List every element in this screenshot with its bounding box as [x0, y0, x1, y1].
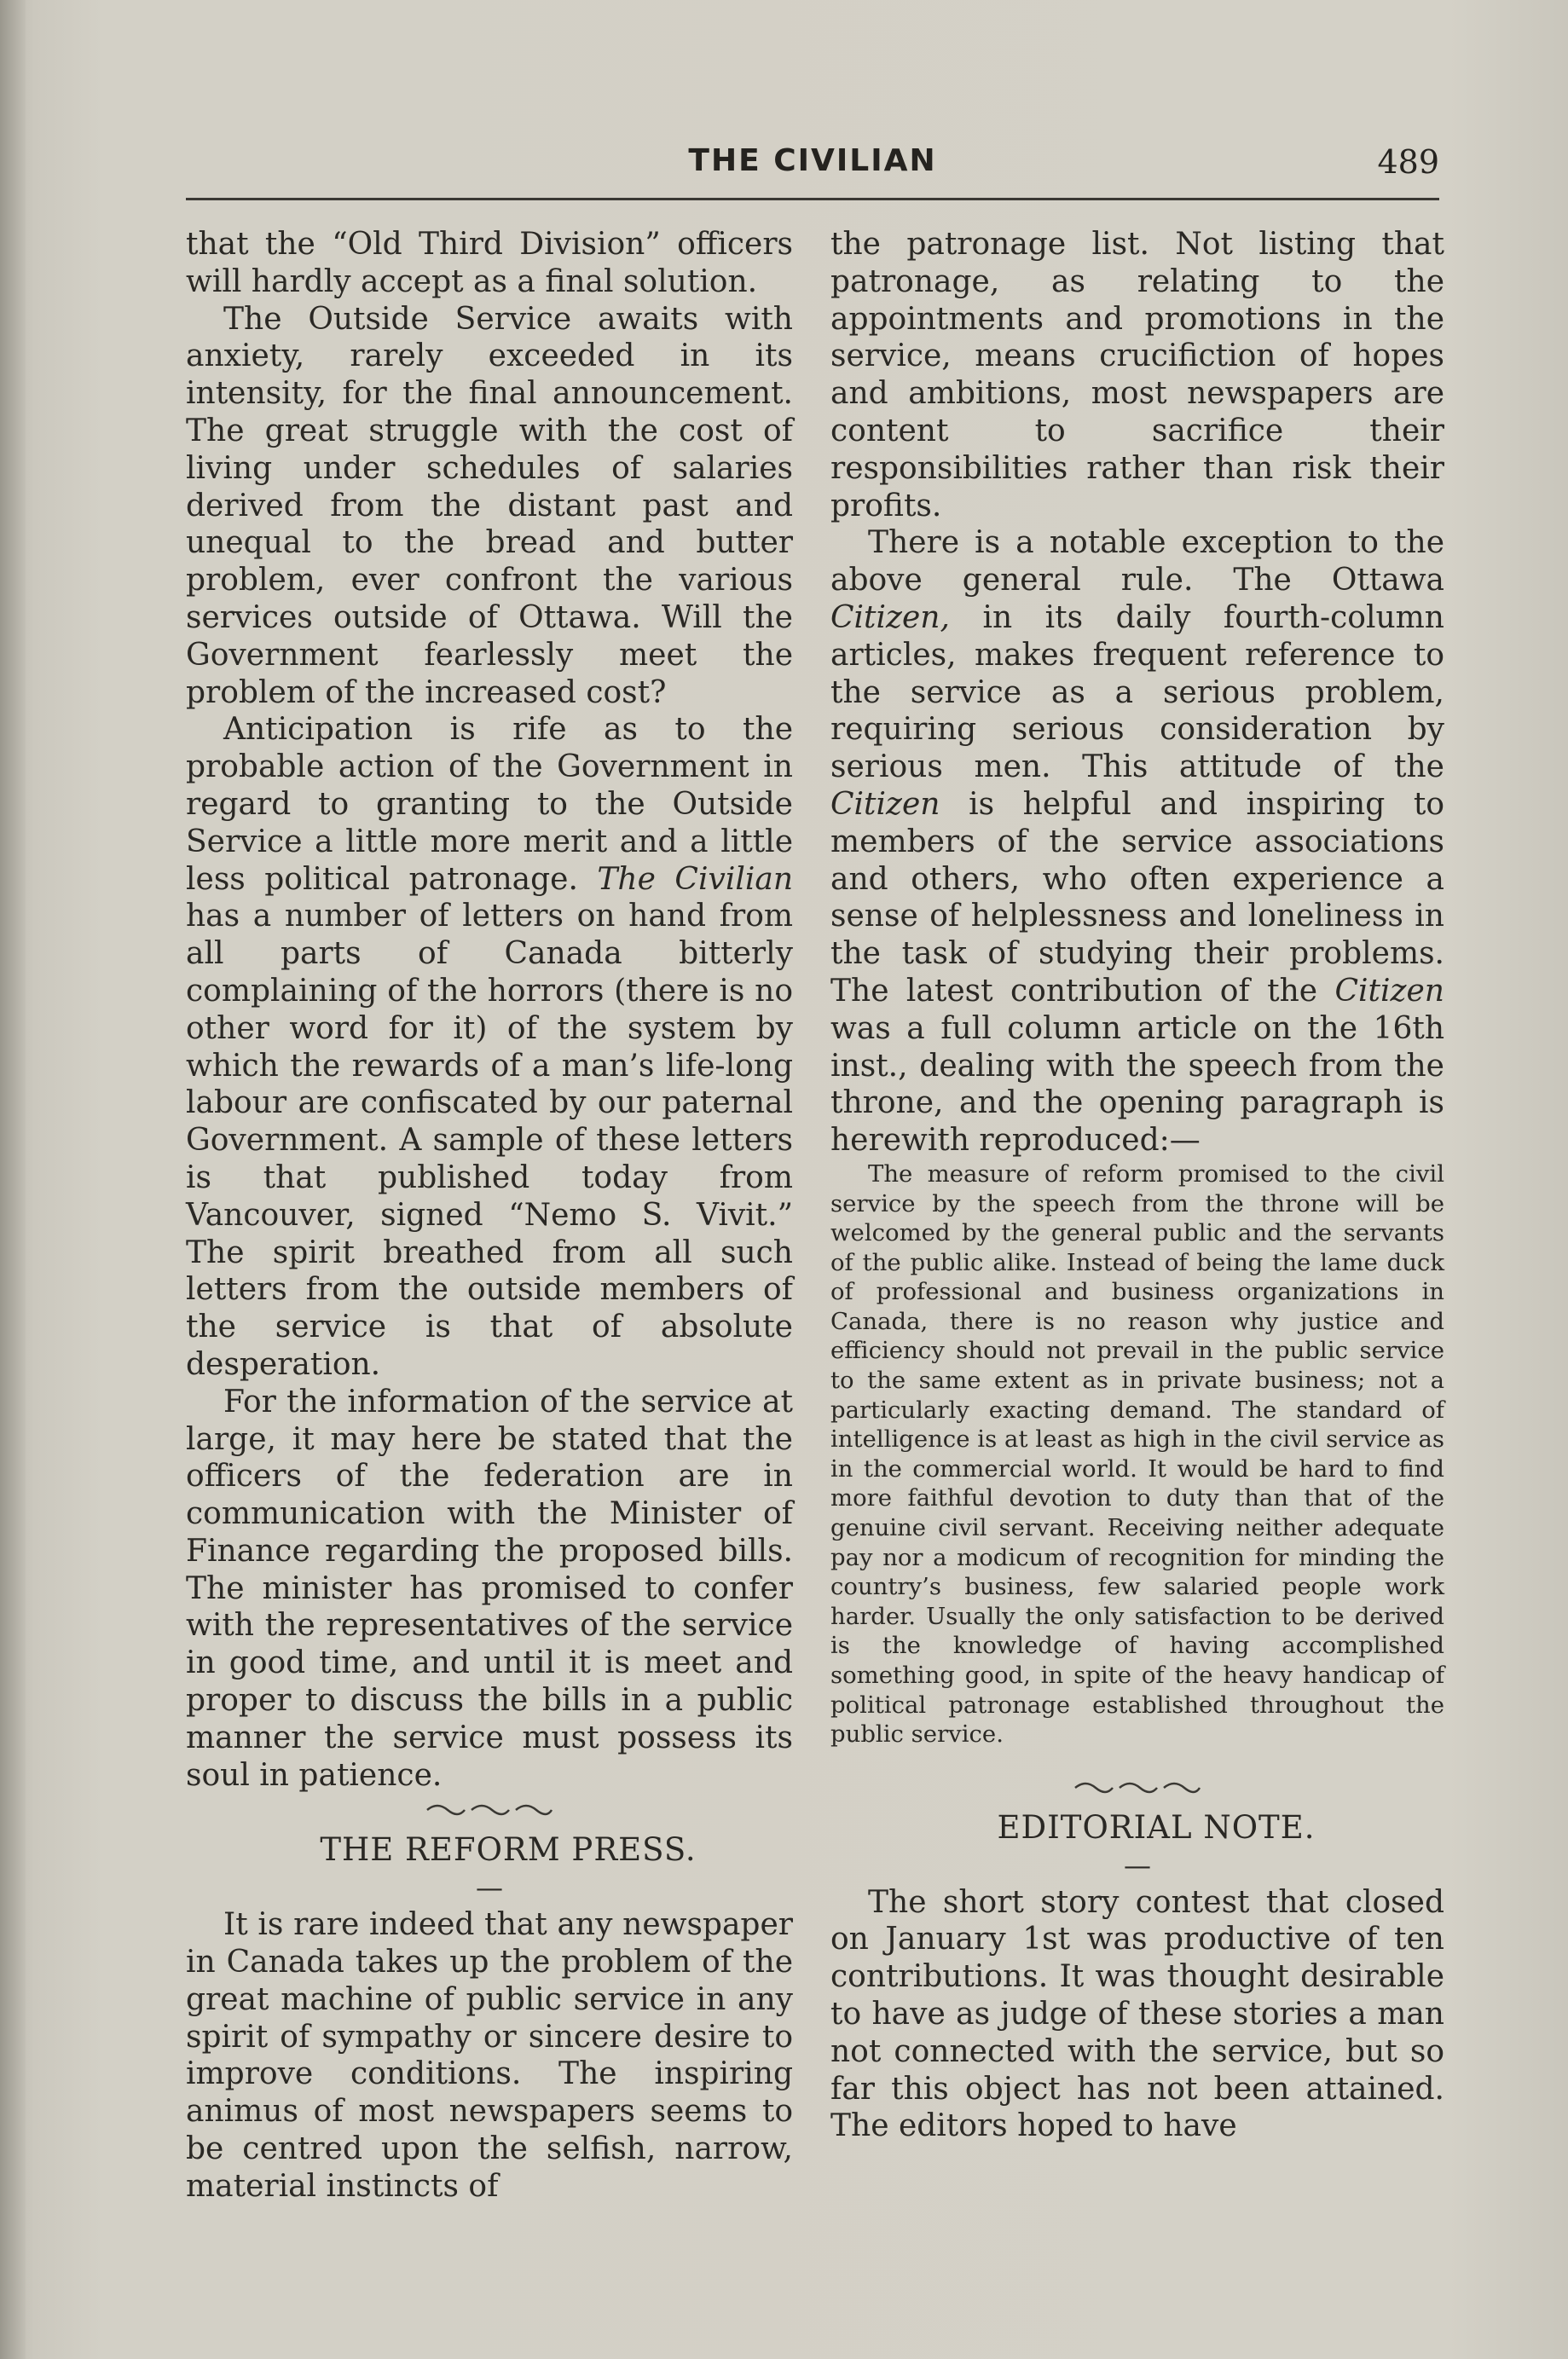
text-run: was a full column article on the 16th inst., dealing with the speech from the throne, and the opening paragraph is herewith reproduced:— — [830, 1010, 1444, 1159]
left-column — [186, 226, 793, 2206]
binding-shadow — [0, 0, 26, 2359]
section-heading: THE REFORM PRESS. — [320, 1831, 697, 1869]
journal-title: THE CIVILIAN — [688, 143, 937, 178]
running-header — [186, 143, 1439, 186]
right-column — [830, 226, 1444, 2145]
text-run: in its daily fourth-column articles, makes frequent reference to the service as a serious problem, requiring serious consideration by serious men. This attitude of the — [830, 599, 1444, 785]
paragraph: The short story contest that closed on January 1st was productive of ten contributions. It was thought desirable to have as judge of these stories a man not connected with the service, but so far this object has not been attained. The editors hoped to have — [830, 1884, 1444, 2144]
italic-title: Citizen — [830, 786, 940, 822]
text-run: is helpful and inspiring to members of the service associations and others, who often experience a sense of helplessness and loneliness in the task of studying their problems. The latest contribution of the — [830, 786, 1444, 1009]
block-quote: The measure of reform promised to the civil service by the speech from the throne will be welcomed by the general public and the servants of the public alike. Instead of being the lame duck of professional and business organizations in Canada, there is no reason why justice and efficiency should not prevail in the public service to the same extent as in private business; not a particularly exacting demand. The standard of intelligence is at least as high in the civil service as in the commercial world. It would be hard to find more faithful devotion to duty than that of the genuine civil servant. Receiving neither adequate pay nor a modicum of recognition for minding the country’s business, few salaried people work harder. Usually the only satisfaction to be derived is the knowledge of having accomplished something good, in spite of the heavy handicap of political patronage established throughout the public service. — [830, 1159, 1444, 1749]
section-heading: EDITORIAL NOTE. — [997, 1808, 1316, 1846]
paragraph — [186, 711, 793, 1383]
header-rule — [186, 198, 1439, 200]
heading-dash: — — [1124, 1848, 1151, 1882]
italic-title: Citizen — [1334, 973, 1444, 1009]
ornament-icon — [425, 1798, 553, 1822]
ornament-divider — [830, 1772, 1444, 1809]
paragraph: The Outside Service awaits with anxiety, rarely exceeded in its intensity, for the final announcement. The great struggle with the cost of living under schedules of salaries derived from the distant past and unequal to the bread and butter problem, ever confront the various services outside of Ottawa. Will the Government fearlessly meet the problem of the increased cost? — [186, 301, 793, 710]
ornament-divider — [186, 1794, 793, 1831]
text-run: There is a notable exception to the above general rule. The Ottawa — [830, 525, 1444, 598]
paragraph: It is rare indeed that any newspaper in Canada takes up the problem of the great machine of public service in any spirit of sympathy or sincere desire to improve conditions. The inspiring animus of most newspapers seems to be centred upon the selfish, narrow, material instincts of — [186, 1907, 793, 2204]
paragraph: For the information of the service at large, it may here be stated that the officers of the federation are in communication with the Minister of Finance regarding the proposed bills. The minister has promised to confer with the representatives of the service in good time, and until it is meet and proper to discuss the bills in a public manner the service must possess its soul in patience. — [186, 1384, 793, 1793]
text-run: has a number of letters on hand from all parts of Canada bitterly complaining of the horrors (there is no other word for it) of the system by which the rewards of a man’s life-long labour are confiscated by our paternal Government. A sample of these letters is that published today from Vancouver, signed “Nemo S. Vivit.” The spirit breathed from all such letters from the outside members of the service is that of absolute desperation. — [186, 899, 793, 1382]
heading-dash: — — [476, 1871, 503, 1905]
paragraph: that the “Old Third Division” officers will hardly accept as a final solution. — [186, 227, 793, 299]
italic-title: The Civilian — [597, 861, 794, 897]
page-number: 489 — [1377, 143, 1439, 181]
italic-title: Citizen, — [830, 599, 950, 635]
paragraph — [830, 524, 1444, 1159]
ornament-icon — [1073, 1776, 1201, 1800]
paragraph: the patronage list. Not listing that patronage, as relating to the appointments and promotions in the service, means crucifiction of hopes and ambitions, most newspapers are content to sacrifice their responsibilities rather than risk their profits. — [830, 227, 1444, 523]
text-run: Anticipation is rife as to the probable action of the Government in regard to granting to the Outside Service a little more merit and a little less political patronage. — [186, 712, 793, 897]
